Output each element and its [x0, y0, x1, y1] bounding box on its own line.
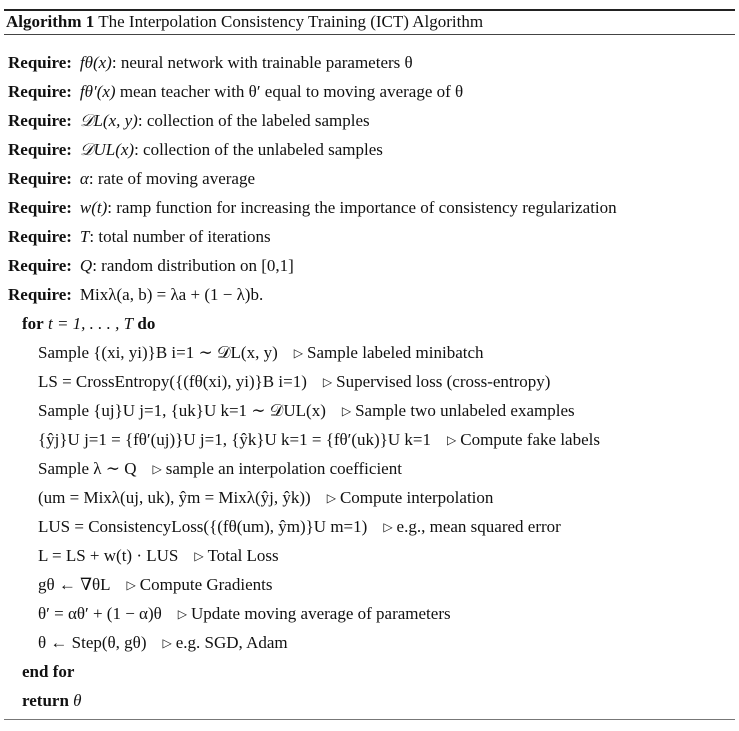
require-keyword: Require: [8, 111, 72, 130]
require-math: fθ′(x) [79, 82, 116, 101]
step-line [38, 575, 272, 596]
require-text: : neural network with trainable parameters θ [111, 53, 413, 72]
require-keyword: Require: [8, 256, 72, 275]
comment-triangle-icon: ▷ [293, 346, 303, 360]
require-keyword: Require: [8, 82, 72, 101]
require-line [8, 111, 370, 131]
for-keyword: for [22, 314, 44, 333]
step-statement: {ŷj}U j=1 = {fθ′(uj)}U j=1, {ŷk}U k=1 = {fθ′(uk)}U k=1 [38, 430, 431, 449]
comment-triangle-icon: ▷ [383, 520, 393, 534]
comment-triangle-icon: ▷ [177, 607, 187, 621]
step-statement: LS = CrossEntropy({(fθ(xi), yi)}B i=1) [38, 372, 307, 391]
top-rule [4, 9, 735, 11]
step-line [38, 343, 484, 364]
step-comment: Update moving average of parameters [191, 604, 451, 623]
step-line [38, 488, 493, 509]
step-line [38, 633, 288, 654]
step-statement: Sample {(xi, yi)}B i=1 ∼ 𝒟L(x, y) [38, 343, 278, 362]
require-line [8, 285, 263, 305]
comment-triangle-icon: ▷ [322, 375, 333, 389]
comment-triangle-icon: ▷ [152, 462, 162, 476]
step-line [38, 430, 600, 451]
require-line [8, 198, 617, 218]
step-statement: θ ← Step(θ, gθ) [38, 633, 147, 652]
return-value: θ [73, 691, 82, 710]
return-line [22, 691, 82, 711]
comment-triangle-icon: ▷ [326, 491, 336, 505]
comment-triangle-icon: ▷ [341, 404, 352, 418]
require-math: α [79, 169, 89, 188]
do-keyword: do [137, 314, 156, 333]
step-comment: Supervised loss (cross-entropy) [336, 372, 551, 391]
step-line [38, 459, 402, 480]
require-line [8, 227, 271, 247]
step-line [38, 401, 575, 422]
step-comment: Total Loss [207, 546, 279, 565]
require-line [8, 169, 255, 189]
step-statement: Sample λ ∼ Q [38, 459, 137, 478]
require-text: : rate of moving average [88, 169, 255, 188]
step-comment: Sample labeled minibatch [306, 343, 484, 362]
require-keyword: Require: [8, 53, 72, 72]
step-line [38, 372, 550, 393]
step-line [38, 546, 279, 567]
for-line [22, 314, 155, 334]
step-comment: Sample two unlabeled examples [355, 401, 575, 420]
require-line [8, 53, 413, 73]
step-comment: e.g., mean squared error [396, 517, 561, 536]
require-keyword: Require: [8, 169, 72, 188]
step-comment: sample an interpolation coefficient [165, 459, 402, 478]
step-statement: LUS = ConsistencyLoss({(fθ(um), ŷm)}U m=1) [38, 517, 368, 536]
step-statement: gθ ← ∇θL [38, 575, 111, 594]
comment-triangle-icon: ▷ [126, 578, 136, 592]
require-math: Q [79, 256, 93, 275]
require-line [8, 140, 383, 160]
require-math: 𝒟UL(x) [79, 140, 135, 159]
require-text: mean teacher with θ′ equal to moving average of θ [115, 82, 464, 101]
caption-rule [4, 34, 735, 35]
comment-triangle-icon: ▷ [162, 636, 172, 650]
caption-label: Algorithm 1 [6, 12, 95, 31]
require-math: T [79, 227, 90, 246]
step-statement: Sample {uj}U j=1, {uk}U k=1 ∼ 𝒟UL(x) [38, 401, 326, 420]
require-keyword: Require: [8, 285, 72, 304]
step-line [38, 517, 561, 538]
comment-triangle-icon: ▷ [447, 433, 457, 447]
caption-title: The Interpolation Consistency Training (ICT) Algorithm [98, 12, 484, 31]
step-comment: Compute Gradients [139, 575, 273, 594]
return-keyword: return [22, 691, 69, 710]
step-line [38, 604, 451, 625]
algorithm-caption [6, 12, 483, 32]
step-statement: θ′ = αθ′ + (1 − α)θ [38, 604, 162, 623]
require-math: 𝒟L(x, y) [79, 111, 138, 130]
require-line [8, 256, 294, 276]
step-comment: e.g. SGD, Adam [175, 633, 288, 652]
require-text: : total number of iterations [89, 227, 271, 246]
end-for-line [22, 662, 74, 682]
step-comment: Compute interpolation [339, 488, 494, 507]
require-text: : collection of the unlabeled samples [134, 140, 383, 159]
require-keyword: Require: [8, 198, 72, 217]
step-statement: L = LS + w(t) · LUS [38, 546, 179, 565]
require-line [8, 82, 463, 102]
bottom-rule [4, 719, 735, 720]
step-comment: Compute fake labels [460, 430, 600, 449]
require-math: w(t) [79, 198, 108, 217]
require-text: : random distribution on [0,1] [92, 256, 294, 275]
comment-triangle-icon: ▷ [194, 549, 204, 563]
for-expression: t = 1, . . . , T [47, 314, 134, 333]
end-for-keyword: end for [22, 662, 75, 681]
require-keyword: Require: [8, 140, 72, 159]
require-text: : collection of the labeled samples [137, 111, 370, 130]
require-text: : ramp function for increasing the importance of consistency regularization [107, 198, 617, 217]
require-math: fθ(x) [79, 53, 112, 72]
require-math: Mixλ(a, b) = λa + (1 − λ)b. [79, 285, 264, 304]
step-statement: (um = Mixλ(uj, uk), ŷm = Mixλ(ŷj, ŷk)) [38, 488, 311, 507]
require-keyword: Require: [8, 227, 72, 246]
